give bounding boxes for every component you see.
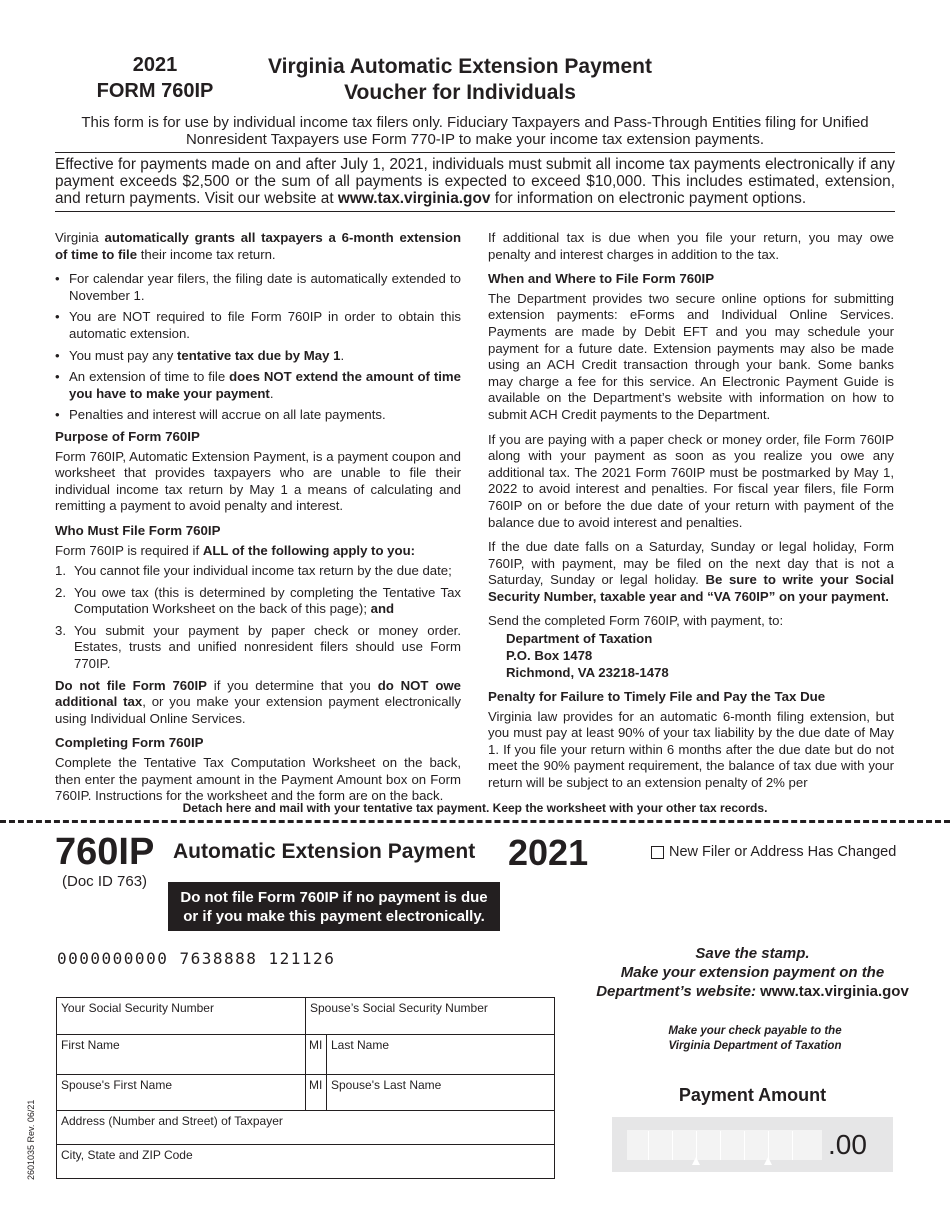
do-not-file-paragraph: Do not file Form 760IP if you determine that you do NOT owe additional tax, or you make your extension payment electronically using Individual Online Services.: [55, 677, 462, 726]
intro-text: This form is for use by individual income tax filers only. Fiduciary Taxpayers and Pass-Through Entities filing for Unified Nonresident Taxpayers use Form 770-IP to make your income tax extension payments.: [81, 114, 869, 148]
digit-divider: [792, 1131, 793, 1160]
list-item: 1. You cannot file your individual income tax return by the due date;: [55, 563, 452, 579]
spouse-last-name-field[interactable]: Spouse's Last Name: [326, 1074, 555, 1111]
checkbox-label: New Filer or Address Has Changed: [669, 844, 897, 860]
section-heading: Penalty for Failure to Timely File and Pay the Tax Due: [488, 689, 826, 705]
last-name-field[interactable]: Last Name: [326, 1034, 555, 1075]
voucher-form-number: 760IP: [55, 831, 155, 873]
revision-code: 2601035 Rev. 06/21: [26, 1099, 36, 1180]
list-item: • Penalties and interest will accrue on all late payments.: [55, 407, 386, 423]
extension-bullets: [55, 271, 461, 424]
mailing-address: Department of Taxation P.O. Box 1478 Richmond, VA 23218-1478: [506, 631, 669, 681]
electronic-payment-notice: [55, 156, 895, 207]
penalty-paragraph: Virginia law provides for an automatic 6-month filing extension, but you must pay at least 90% of your tax liability by the due date of May 1. If you file your return within 6 months after the due date but do not meet the 90% payment requirement, the balance of tax due with your return will be subject to an extension penalty of 2% per: [488, 708, 894, 791]
list-item: 3. You submit your payment by paper check or money order. Estates, trusts and unified nonresident filers should use Form 770IP.: [55, 622, 461, 672]
page-title: [245, 54, 675, 106]
form-year-label: [60, 52, 250, 104]
new-filer-checkbox[interactable]: [651, 844, 896, 860]
comma-marker: [692, 1157, 700, 1165]
holiday-paragraph: If the due date falls on a Saturday, Sunday or legal holiday, Form 760IP, with payment, may be filed on the next day that is not a Saturday, Sunday or legal holiday. Be sure to write your Social Security Number, taxable year and “VA 760IP” on your payment.: [488, 539, 895, 604]
list-item: • You are NOT required to file Form 760IP in order to obtain this automatic extension.: [55, 309, 461, 341]
list-item: • An extension of time to file does NOT extend the amount of time you have to make your payment.: [55, 369, 461, 401]
scanline-code: 0000000000 7638888 121126: [57, 949, 336, 968]
list-item: • You must pay any tentative tax due by May 1.: [55, 347, 345, 363]
purpose-paragraph: Form 760IP, Automatic Extension Payment, is a payment coupon and worksheet that provides taxpayers who are unable to file their individual income tax return by May 1 a means of calculating and remitting a payment to avoid penalty and interest.: [55, 448, 461, 514]
warning-banner: [168, 882, 500, 931]
who-paragraph: Form 760IP is required if ALL of the following apply to you:: [55, 542, 416, 558]
section-heading: When and Where to File Form 760IP: [488, 271, 715, 287]
detach-instruction: Detach here and mail with your tentative tax payment. Keep the worksheet with your other tax records.: [182, 801, 768, 815]
notice-text: Effective for payments made on and after July 1, 2021, individuals must submit all income tax payments electronically if any payment exceeds $2,500 or the sum of all payments is expected to exceed $10,000. This includes estimated, extension, and return payments. Visit our website at: [55, 156, 895, 207]
list-item: 2. You owe tax (this is determined by completing the Tentative Tax Computation Worksheet on the back of this page); and: [55, 584, 461, 617]
voucher-year: 2021: [508, 832, 589, 873]
checkbox-box[interactable]: [651, 846, 664, 859]
title-line-2: Voucher for Individuals: [344, 81, 576, 104]
city-state-zip-field[interactable]: City, State and ZIP Code: [56, 1144, 555, 1179]
website-link[interactable]: www.tax.virginia.gov: [760, 983, 909, 1000]
digit-divider: [768, 1131, 769, 1160]
save-stamp-message: Save the stamp. Make your extension payment on the Department’s website: www.tax.virginia.gov: [596, 945, 909, 1000]
banner-line-1: Do not file Form 760IP if no payment is due: [180, 889, 488, 906]
doc-id: (Doc ID 763): [62, 873, 148, 890]
paper-check-paragraph: If you are paying with a paper check or money order, file Form 760IP along with your payment as soon as you realize you owe any additional tax. The 2021 Form 760IP must be postmarked by May 1, 2022 to avoid interest and penalties. For fiscal year filers, file Form 760IP on or before the due date of your return with payment of the balance due to avoid interest and penalties.: [488, 431, 894, 530]
spouse-ssn-field[interactable]: Spouse’s Social Security Number: [305, 997, 555, 1035]
section-heading: Purpose of Form 760IP: [55, 428, 200, 444]
divider: [55, 211, 895, 212]
digit-divider: [696, 1131, 697, 1160]
list-item: • For calendar year filers, the filing date is automatically extended to November 1.: [55, 271, 461, 303]
title-line-1: Virginia Automatic Extension Payment: [268, 55, 652, 78]
form-number: FORM 760IP: [96, 80, 214, 102]
completing-paragraph: Complete the Tentative Tax Computation Worksheet on the back, then enter the payment amount in the Payment Amount box on Form 760IP. Instructions for the worksheet and the form are on the back.: [55, 755, 461, 804]
section-heading: Completing Form 760IP: [55, 735, 204, 751]
requirements-list: [55, 563, 461, 673]
payable-to-note: Make your check payable to the Virginia Department of Taxation: [668, 1025, 842, 1052]
year: 2021: [132, 54, 178, 76]
digit-divider: [672, 1131, 673, 1160]
payment-cents: .00: [828, 1129, 867, 1160]
section-heading: Who Must File Form 760IP: [55, 522, 221, 538]
spouse-first-name-field[interactable]: Spouse's First Name: [56, 1074, 306, 1111]
digit-divider: [744, 1131, 745, 1160]
mi-field[interactable]: MI: [305, 1034, 327, 1075]
send-to-line: Send the completed Form 760IP, with payment, to:: [488, 613, 784, 629]
additional-tax-paragraph: If additional tax is due when you file your return, you may owe penalty and interest charges in addition to the tax.: [488, 230, 894, 262]
ssn-field[interactable]: Your Social Security Number: [56, 997, 306, 1035]
auto-extension-paragraph: Virginia automatically grants all taxpayers a 6-month extension of time to file their income tax return.: [55, 230, 461, 262]
first-name-field[interactable]: First Name: [56, 1034, 306, 1075]
website-link[interactable]: www.tax.virginia.gov: [337, 190, 491, 207]
address-field[interactable]: Address (Number and Street) of Taxpayer: [56, 1110, 555, 1145]
spouse-mi-field[interactable]: MI: [305, 1074, 327, 1111]
divider: [55, 152, 895, 153]
detach-dashed-line: [0, 820, 950, 823]
banner-line-2: or if you make this payment electronically.: [183, 908, 485, 925]
left-column: [55, 230, 461, 813]
payment-amount-label: Payment Amount: [678, 1085, 827, 1105]
comma-marker: [764, 1157, 772, 1165]
voucher-title: Automatic Extension Payment: [173, 840, 476, 863]
digit-divider: [648, 1131, 649, 1160]
right-column: [488, 230, 894, 800]
when-paragraph: The Department provides two secure online options for submitting extension payments: eForms and Individual Online Services. Payments are made by Debit EFT and you may schedule your payment for a future date. Extension payments may also be made using an ACH Credit transaction through your bank. Some banks may charge a fee for this service. An Electronic Payment Guide is available on the Department’s website with information on how to submit ACH Credit payments to the Department.: [488, 290, 894, 422]
digit-divider: [720, 1131, 721, 1160]
notice-text-end: for information on electronic payment options.: [490, 190, 807, 207]
